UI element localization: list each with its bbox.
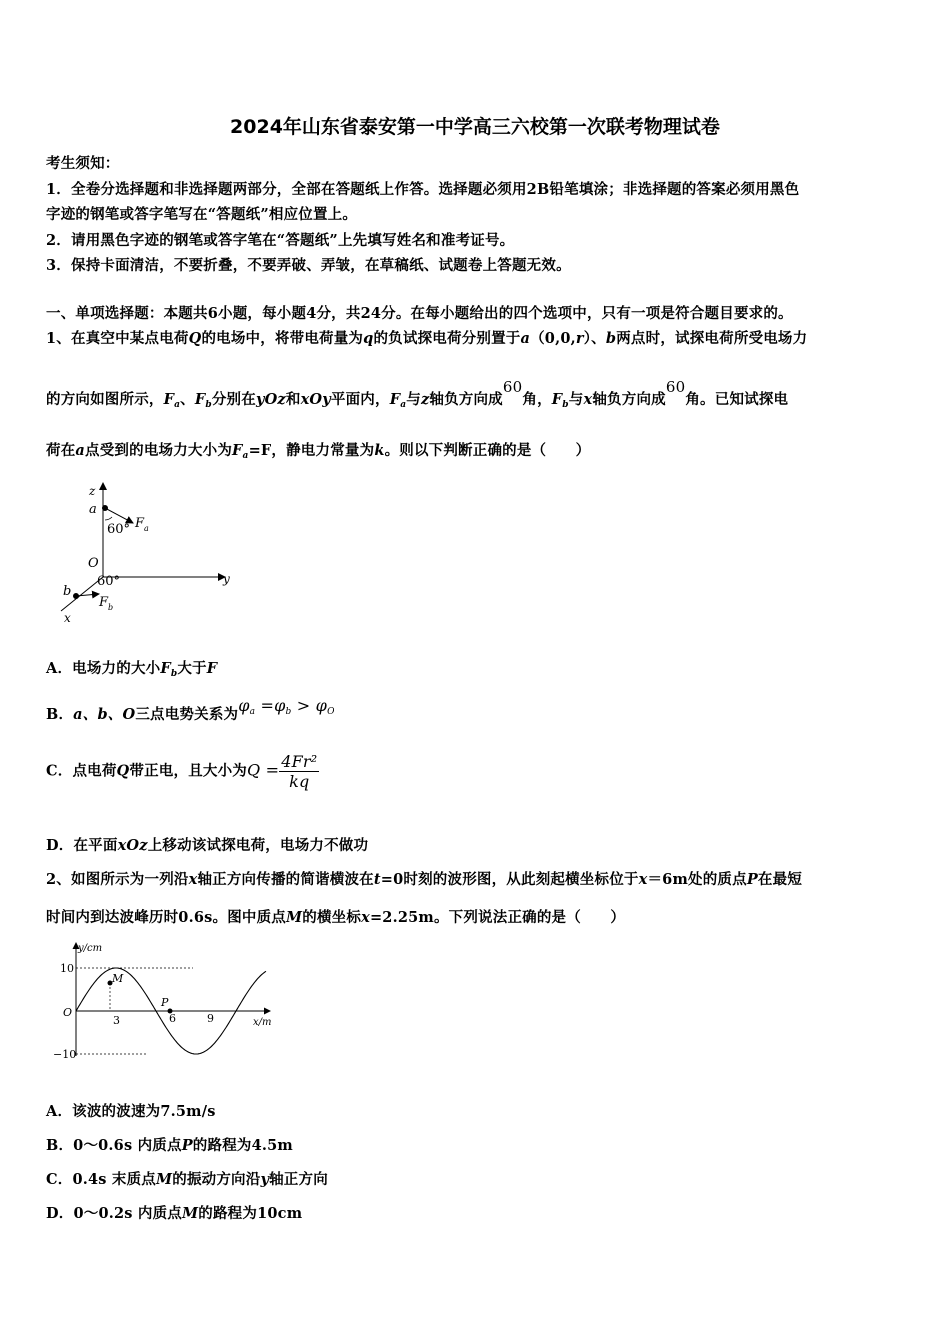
origin-label: O xyxy=(88,556,99,571)
q2-option-c[interactable]: C．0.4s 末质点M的振动方向沿y轴正方向 xyxy=(46,1171,328,1188)
q2-stem-line2: 时间内到达波峰历时0.6s。图中质点M的横坐标x=2.25m。下列说法正确的是（ ） xyxy=(46,909,626,926)
x-tick-9: 9 xyxy=(207,1012,214,1025)
z-axis-label: z xyxy=(89,484,96,498)
wave-x-axis-label: x/m xyxy=(253,1017,272,1028)
q1-stem-line1: 1、在真空中某点电荷Q的电场中，将带电荷量为q的负试探电荷分别置于a（0,0,r）、b两点时，试探电荷所受电场力 xyxy=(46,330,808,347)
q1-force-diagram xyxy=(55,475,245,630)
point-m-label: M xyxy=(112,972,124,985)
force-a-label: F xyxy=(135,516,145,531)
wave-origin-label: O xyxy=(63,1006,73,1019)
notice-item-1-cont: 字迹的钢笔或答字笔写在“答题纸”相应位置上。 xyxy=(46,206,358,223)
x-tick-3: 3 xyxy=(113,1014,120,1027)
force-a-subscript: a xyxy=(144,524,149,533)
notice-item-2: 2．请用黑色字迹的钢笔或答字笔在“答题纸”上先填写姓名和准考证号。 xyxy=(46,232,515,249)
force-b-label: F xyxy=(99,595,109,610)
q1-option-d[interactable]: D．在平面xOz上移动该试探电荷，电场力不做功 xyxy=(46,837,369,854)
notice-item-1: 1．全卷分选择题和非选择题两部分，全部在答题纸上作答。选择题必须用2B铅笔填涂；非选择题的答案必须用黑色 xyxy=(46,181,800,198)
angle-label-b: 60° xyxy=(97,574,121,589)
notice-heading: 考生须知： xyxy=(46,155,120,172)
q1-option-a[interactable]: A．电场力的大小$F_b$大于F xyxy=(46,660,218,679)
q1-option-b[interactable]: B．a、b、O三点电势关系为$\varphi_a =\varphi_b > \varphi_O$ xyxy=(46,696,335,723)
angle-60-a: 60 xyxy=(502,378,523,396)
y-tick-min: −10 xyxy=(53,1048,77,1061)
x-axis-label: x xyxy=(64,611,71,625)
point-b-label: b xyxy=(63,584,72,599)
point-a-label: a xyxy=(89,502,97,517)
q2-option-a[interactable]: A．该波的波速为7.5m/s xyxy=(46,1103,216,1120)
force-b-subscript: b xyxy=(108,603,114,612)
charge-fraction: $\frac{\text{4Fr²}}{kq}$ xyxy=(281,752,318,791)
angle-60-b: 60 xyxy=(665,378,686,396)
wave-y-axis-label: y/cm xyxy=(78,943,103,954)
q2-option-b[interactable]: B．0～0.6s 内质点P的路程为4.5m xyxy=(46,1137,293,1154)
point-p-label: P xyxy=(161,996,169,1009)
section-heading: 一、单项选择题：本题共6小题，每小题4分，共24分。在每小题给出的四个选项中，只有一项是符合题目要求的。 xyxy=(46,305,793,322)
q1-stem-line3: 荷在a点受到的电场力大小为$F_a=F$，静电力常量为k。则以下判断正确的是（ ） xyxy=(46,442,591,461)
page-title: 2024年山东省泰安第一中学高三六校第一次联考物理试卷 xyxy=(230,116,720,138)
x-tick-6: 6 xyxy=(169,1012,176,1025)
q2-option-d[interactable]: D．0～0.2s 内质点M的路程为10cm xyxy=(46,1205,303,1222)
y-axis-label: y xyxy=(223,572,230,586)
notice-item-3: 3．保持卡面清洁，不要折叠，不要弄破、弄皱，在草稿纸、试题卷上答题无效。 xyxy=(46,257,571,274)
q1-option-c[interactable]: C．点电荷Q带正电，且大小为Q = $\frac{\text{4Fr²}}{kq}$ xyxy=(46,752,318,791)
y-tick-max: 10 xyxy=(60,962,74,975)
angle-label-a: 60° xyxy=(107,522,131,537)
q1-stem-line2: 的方向如图所示，$F_a$、$F_b$分别在yOz和xOy平面内，$F_a$与z轴负方向成60角，$F_b$与x轴负方向成60角。已知试探电 xyxy=(46,378,789,410)
q2-stem-line1: 2、如图所示为一列沿x轴正方向传播的简谐横波在t=0时刻的波形图，从此刻起横坐标位于x＝6m处的质点P在最短 xyxy=(46,871,803,888)
q2-wave-graph xyxy=(48,938,278,1063)
